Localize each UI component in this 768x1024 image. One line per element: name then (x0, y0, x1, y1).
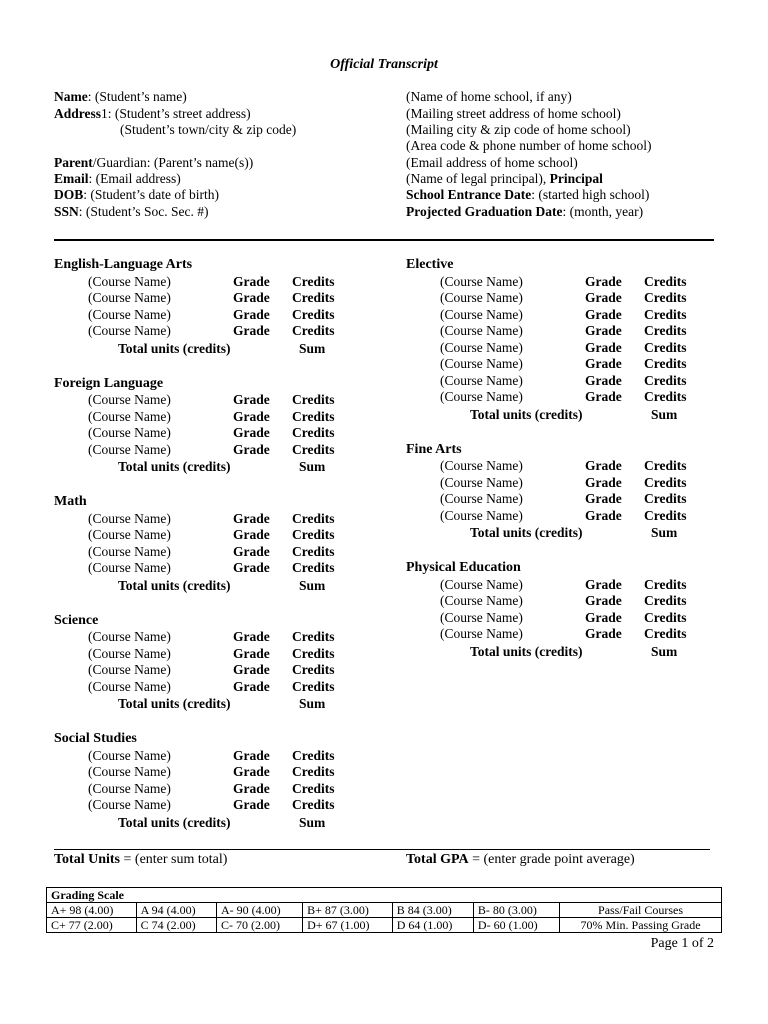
course-name: (Course Name) (88, 560, 171, 575)
total-sum: Sum (651, 525, 678, 540)
course-credits: Credits (644, 339, 687, 355)
grade-cell: A 94 (4.00) (136, 903, 216, 918)
course-grade: Grade (585, 306, 622, 322)
total-units: Total Units = (enter sum total) (54, 852, 228, 867)
course-row (88, 797, 388, 814)
course-credits: Credits (292, 441, 335, 457)
course-name: (Course Name) (440, 593, 523, 608)
course-grade: Grade (233, 764, 270, 779)
course-grade: Grade (233, 543, 270, 559)
grade-cell: A+ 98 (4.00) (47, 903, 137, 918)
grade-cell: D- 60 (1.00) (473, 918, 559, 933)
course-row (88, 511, 388, 528)
section-total (118, 459, 326, 475)
course-name: (Course Name) (440, 389, 523, 404)
course-grade: Grade (233, 560, 270, 575)
course-name: (Course Name) (88, 678, 171, 694)
course-name: (Course Name) (440, 507, 523, 523)
course-name: (Course Name) (440, 290, 523, 305)
course-grade: Grade (585, 323, 622, 338)
course-grade: Grade (585, 507, 622, 523)
section-total (470, 525, 678, 541)
course-credits: Credits (644, 356, 687, 371)
course-row (440, 610, 740, 627)
course-row (88, 781, 388, 798)
course-grade: Grade (585, 626, 622, 641)
course-row (88, 748, 388, 765)
total-units-label: Total units (credits) (118, 340, 231, 356)
school-principal: (Name of legal principal), Principal (406, 171, 603, 186)
course-grade: Grade (233, 747, 270, 763)
student-email: Email: (Email address) (54, 171, 181, 186)
course-credits: Credits (292, 527, 335, 542)
section-title: Elective (406, 257, 454, 272)
course-credits: Credits (292, 510, 335, 526)
course-row (440, 491, 740, 508)
section-title: Science (54, 612, 99, 628)
course-row (88, 629, 388, 646)
total-units-label: Total units (credits) (118, 696, 231, 711)
course-row (88, 679, 388, 696)
school-street: (Mailing street address of home school) (406, 106, 621, 121)
course-grade: Grade (233, 408, 270, 424)
course-credits: Credits (292, 392, 335, 407)
school-phone: (Area code & phone number of home school) (406, 138, 652, 153)
course-name: (Course Name) (88, 629, 171, 644)
course-name: (Course Name) (440, 458, 523, 473)
parent-guardian: Parent/Guardian: (Parent’s name(s)) (54, 155, 254, 170)
course-name: (Course Name) (88, 323, 171, 338)
course-row (88, 274, 388, 291)
course-name: (Course Name) (88, 662, 171, 677)
course-row (88, 409, 388, 426)
course-row (440, 458, 740, 475)
course-credits: Credits (644, 491, 687, 506)
total-units-label: Total units (credits) (470, 525, 583, 540)
course-name: (Course Name) (88, 797, 171, 812)
course-grade: Grade (585, 609, 622, 625)
course-grade: Grade (233, 527, 270, 542)
course-credits: Credits (292, 797, 335, 812)
course-grade: Grade (233, 645, 270, 661)
course-name: (Course Name) (88, 645, 171, 661)
course-grade: Grade (585, 458, 622, 473)
course-name: (Course Name) (88, 527, 171, 542)
course-grade: Grade (233, 441, 270, 457)
student-address-line2: (Student’s town/city & zip code) (120, 122, 297, 137)
total-gpa: Total GPA = (enter grade point average) (406, 852, 635, 867)
course-row (88, 560, 388, 577)
course-grade: Grade (585, 593, 622, 608)
section-title: Physical Education (406, 560, 521, 575)
course-name: (Course Name) (88, 273, 171, 289)
course-credits: Credits (292, 662, 335, 677)
course-credits: Credits (644, 626, 687, 641)
course-credits: Credits (644, 389, 687, 404)
course-name: (Course Name) (440, 356, 523, 371)
course-grade: Grade (233, 392, 270, 407)
total-sum: Sum (299, 340, 326, 356)
total-units-label: Total units (credits) (118, 577, 231, 593)
grade-cell: B+ 87 (3.00) (303, 903, 393, 918)
course-grade: Grade (585, 372, 622, 388)
section-title: English-Language Arts (54, 257, 193, 272)
total-sum: Sum (651, 643, 678, 659)
course-name: (Course Name) (440, 576, 523, 592)
course-credits: Credits (292, 780, 335, 796)
grade-cell: B- 80 (3.00) (473, 903, 559, 918)
course-row (440, 389, 740, 406)
course-name: (Course Name) (440, 372, 523, 388)
total-sum: Sum (299, 696, 326, 711)
course-name: (Course Name) (88, 290, 171, 305)
section-title: Math (54, 494, 87, 509)
school-name: (Name of home school, if any) (406, 89, 572, 104)
course-grade: Grade (233, 629, 270, 644)
course-credits: Credits (644, 372, 687, 388)
course-grade: Grade (233, 797, 270, 812)
course-row (440, 290, 740, 307)
total-units-label: Total units (credits) (118, 814, 231, 830)
totals-divider (54, 849, 710, 850)
course-credits: Credits (644, 323, 687, 338)
course-name: (Course Name) (440, 306, 523, 322)
course-credits: Credits (644, 593, 687, 608)
course-row (440, 475, 740, 492)
course-name: (Course Name) (88, 747, 171, 763)
total-units-label: Total units (credits) (470, 406, 583, 422)
course-name: (Course Name) (88, 764, 171, 779)
course-credits: Credits (292, 408, 335, 424)
course-name: (Course Name) (440, 273, 523, 289)
course-credits: Credits (292, 306, 335, 322)
course-credits: Credits (292, 273, 335, 289)
course-row (440, 323, 740, 340)
min-passing-grade: 70% Min. Passing Grade (560, 918, 722, 933)
course-credits: Credits (644, 576, 687, 592)
course-row (440, 593, 740, 610)
page-number: Page 1 of 2 (650, 936, 714, 951)
course-row (88, 425, 388, 442)
course-name: (Course Name) (88, 780, 171, 796)
course-row (88, 307, 388, 324)
course-credits: Credits (292, 678, 335, 694)
course-grade: Grade (585, 273, 622, 289)
course-row (88, 323, 388, 340)
course-credits: Credits (644, 290, 687, 305)
student-address: Address1: (Student’s street address) (54, 106, 251, 121)
student-ssn: SSN: (Student’s Soc. Sec. #) (54, 204, 209, 219)
course-row (88, 646, 388, 663)
course-grade: Grade (233, 273, 270, 289)
course-name: (Course Name) (440, 323, 523, 338)
course-name: (Course Name) (88, 510, 171, 526)
student-dob: DOB: (Student’s date of birth) (54, 187, 219, 202)
header-divider (54, 239, 714, 241)
course-credits: Credits (292, 543, 335, 559)
total-units-label: Total units (credits) (470, 643, 583, 659)
course-name: (Course Name) (88, 425, 171, 440)
grade-cell: C 74 (2.00) (136, 918, 216, 933)
grade-cell: A- 90 (4.00) (216, 903, 302, 918)
course-grade: Grade (585, 339, 622, 355)
course-row (88, 392, 388, 409)
projected-graduation-date: Projected Graduation Date: (month, year) (406, 204, 644, 219)
course-name: (Course Name) (88, 441, 171, 457)
course-row (440, 274, 740, 291)
student-name: Name: (Student’s name) (54, 89, 187, 104)
course-name: (Course Name) (440, 609, 523, 625)
section-total (118, 577, 326, 594)
total-sum: Sum (651, 406, 678, 422)
course-grade: Grade (233, 323, 270, 338)
course-name: (Course Name) (88, 543, 171, 559)
total-sum: Sum (299, 459, 326, 474)
course-name: (Course Name) (88, 306, 171, 322)
course-grade: Grade (585, 576, 622, 592)
section-total (118, 696, 326, 712)
course-credits: Credits (292, 290, 335, 305)
course-grade: Grade (585, 356, 622, 371)
course-credits: Credits (644, 507, 687, 523)
course-grade: Grade (233, 290, 270, 305)
course-credits: Credits (292, 645, 335, 661)
section-total (470, 406, 678, 423)
course-credits: Credits (644, 474, 687, 490)
school-entrance-date: School Entrance Date: (started high school) (406, 187, 650, 202)
course-name: (Course Name) (440, 339, 523, 355)
course-credits: Credits (292, 764, 335, 779)
total-sum: Sum (299, 577, 326, 593)
course-row (440, 373, 740, 390)
course-credits: Credits (644, 273, 687, 289)
grading-scale-table (46, 887, 722, 933)
course-name: (Course Name) (88, 392, 171, 407)
pass-fail-courses: Pass/Fail Courses (560, 903, 722, 918)
section-title: Social Studies (54, 731, 137, 746)
course-credits: Credits (644, 609, 687, 625)
course-row (440, 340, 740, 357)
course-row (440, 626, 740, 643)
school-city: (Mailing city & zip code of home school) (406, 122, 631, 137)
course-row (88, 544, 388, 561)
course-credits: Credits (644, 458, 687, 473)
course-row (440, 577, 740, 594)
grade-cell: D 64 (1.00) (392, 918, 473, 933)
course-name: (Course Name) (440, 491, 523, 506)
course-grade: Grade (233, 662, 270, 677)
section-total (470, 643, 678, 660)
course-row (440, 307, 740, 324)
grade-cell: C- 70 (2.00) (216, 918, 302, 933)
course-row (440, 508, 740, 525)
course-row (88, 442, 388, 459)
course-credits: Credits (292, 747, 335, 763)
course-row (88, 662, 388, 679)
course-grade: Grade (585, 389, 622, 404)
course-name: (Course Name) (440, 626, 523, 641)
grade-cell: C+ 77 (2.00) (47, 918, 137, 933)
course-row (88, 764, 388, 781)
grading-scale-header: Grading Scale (47, 888, 722, 903)
course-grade: Grade (233, 510, 270, 526)
total-sum: Sum (299, 814, 326, 830)
course-credits: Credits (292, 629, 335, 644)
course-row (88, 527, 388, 544)
page-title: Official Transcript (330, 57, 438, 72)
course-row (440, 356, 740, 373)
course-grade: Grade (585, 290, 622, 305)
course-name: (Course Name) (88, 408, 171, 424)
section-total (118, 340, 326, 357)
grade-cell: D+ 67 (1.00) (303, 918, 393, 933)
course-grade: Grade (233, 678, 270, 694)
section-title: Fine Arts (406, 441, 462, 457)
course-credits: Credits (292, 425, 335, 440)
course-grade: Grade (585, 491, 622, 506)
course-grade: Grade (233, 425, 270, 440)
section-total (118, 814, 326, 831)
section-title: Foreign Language (54, 375, 164, 391)
total-units-label: Total units (credits) (118, 459, 231, 474)
grade-cell: B 84 (3.00) (392, 903, 473, 918)
course-name: (Course Name) (440, 474, 523, 490)
course-row (88, 290, 388, 307)
course-credits: Credits (292, 560, 335, 575)
course-grade: Grade (585, 474, 622, 490)
course-credits: Credits (644, 306, 687, 322)
school-email: (Email address of home school) (406, 155, 578, 170)
course-grade: Grade (233, 780, 270, 796)
course-grade: Grade (233, 306, 270, 322)
course-credits: Credits (292, 323, 335, 338)
